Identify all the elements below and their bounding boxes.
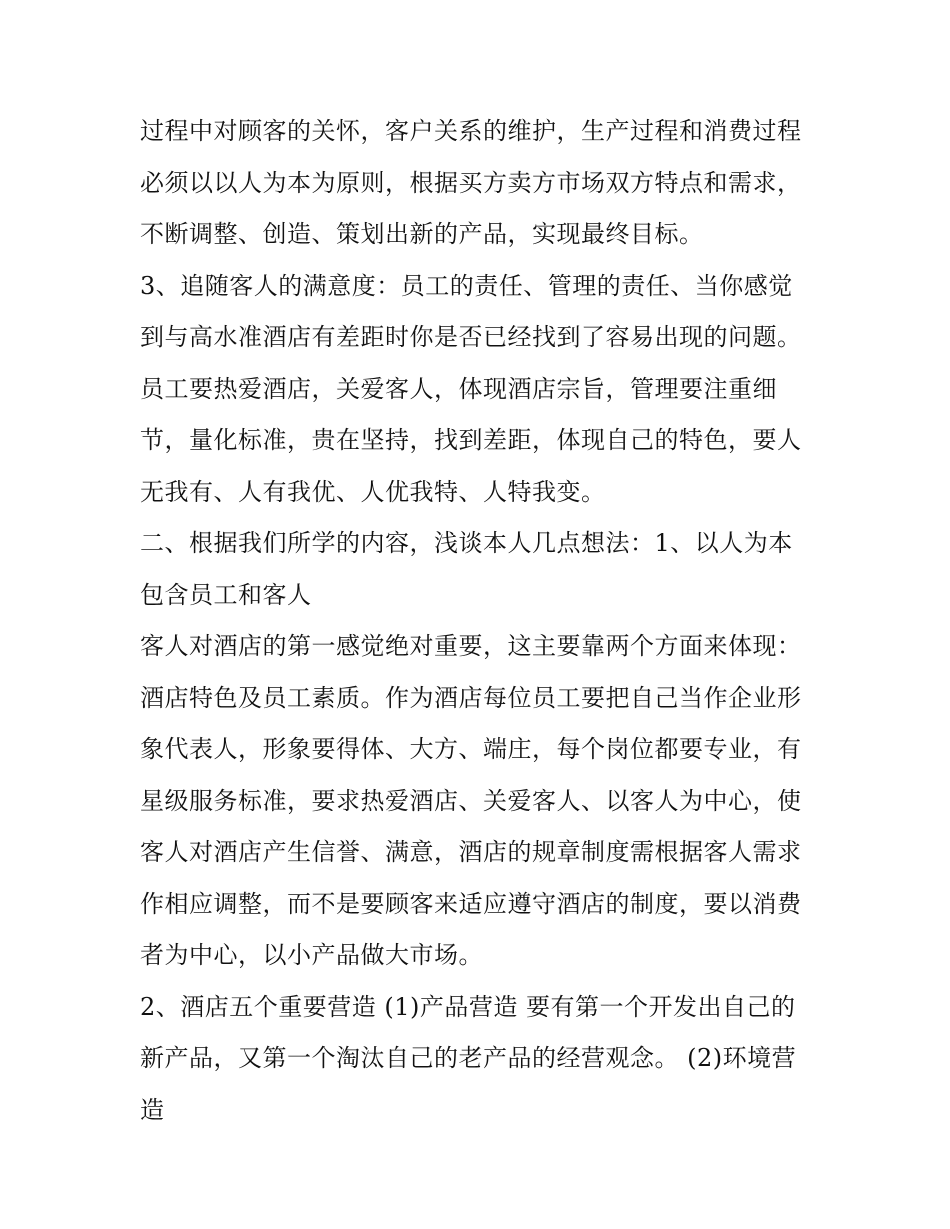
text-line: 不断调整、创造、策划出新的产品，实现最终目标。 <box>140 220 704 248</box>
text-line: 客人对酒店的第一感觉绝对重要，这主要靠两个方面来体现： <box>140 632 802 660</box>
text-line: 酒店特色及员工素质。作为酒店每位员工要把自己当作企业形 <box>140 683 802 712</box>
text-line: 节，量化标准，贵在坚持，找到差距，体现自己的特色，要人 <box>140 426 802 454</box>
text-line: 必须以以人为本为原则，根据买方卖方市场双方特点和需求， <box>140 168 802 197</box>
text-line: 过程中对顾客的关怀，客户关系的维护，生产过程和消费过程 <box>140 117 802 145</box>
document-body <box>140 106 820 1136</box>
text-line: 作相应调整，而不是要顾客来适应遵守酒店的制度，要以消费 <box>140 889 802 918</box>
text-line: 2、酒店五个重要营造 (1)产品营造 要有第一个开发出自己的 <box>140 992 796 1021</box>
text-line: 到与高水准酒店有差距时你是否已经找到了容易出现的问题。 <box>140 323 802 351</box>
text-line: 星级服务标准，要求热爱酒店、关爱客人、以客人为中心，使 <box>140 786 802 815</box>
section-heading-line: 二、根据我们所学的内容，浅谈本人几点想法：1、以人为本 <box>140 529 793 557</box>
text-line: 3、追随客人的满意度：员工的责任、管理的责任、当你感觉 <box>140 271 793 300</box>
text-line: 客人对酒店产生信誉、满意，酒店的规章制度需根据客人需求 <box>140 838 802 866</box>
text-line: 造 <box>140 1095 165 1124</box>
text-line: 新产品，又第一个淘汰自己的老产品的经营观念。 (2)环境营 <box>140 1044 797 1072</box>
text-line: 者为中心，以小产品做大市场。 <box>140 941 483 969</box>
text-line: 象代表人，形象要得体、大方、端庄，每个岗位都要专业，有 <box>140 735 802 763</box>
text-line: 员工要热爱酒店，关爱客人，体现酒店宗旨，管理要注重细 <box>140 374 777 403</box>
text-line: 无我有、人有我优、人优我特、人特我变。 <box>140 477 606 506</box>
text-line: 包含员工和客人 <box>140 580 312 609</box>
